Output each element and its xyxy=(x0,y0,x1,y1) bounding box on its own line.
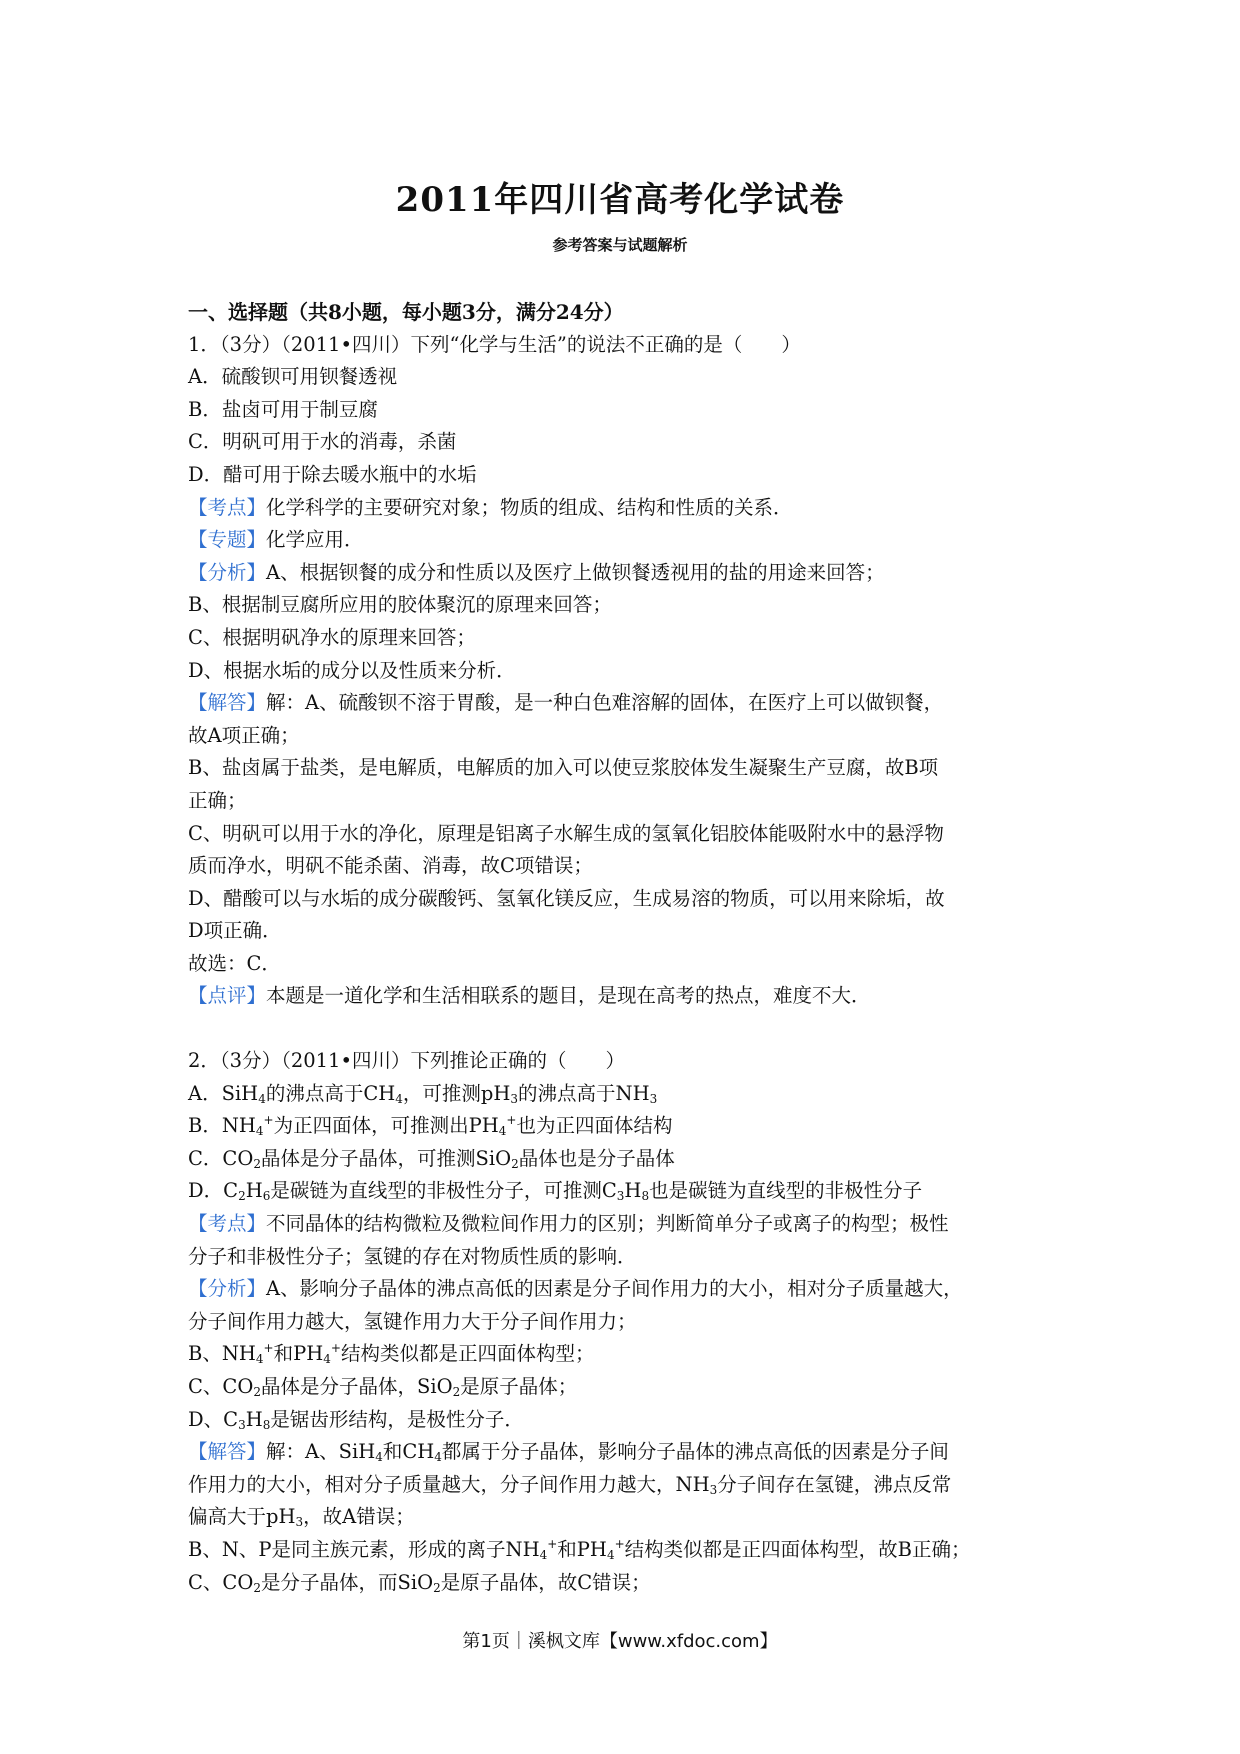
document-subtitle: 参考答案与试题解析 xyxy=(552,236,688,254)
q2-fenxi-line: C、$CO_2$晶体是分子晶体，SiO$_2$是原子晶体； xyxy=(188,1375,578,1399)
q2-jieda-line: 作用力的大小，相对分子质量越大，分子间作用力越大，$NH_3$分子间存在氢键，沸点反常 xyxy=(188,1472,952,1497)
q2-fenxi-line: D、$C_3H_8$是锯齿形结构，是极性分子． xyxy=(188,1407,524,1432)
q2-jieda-line: 偏高大于$pH_3$，故A错误； xyxy=(188,1505,415,1530)
tag-jieda: 【解答】 xyxy=(188,691,267,715)
q2-jieda: 【解答】解：A、SiH$_4$和$CH_4$都属于分子晶体，影响分子晶体的沸点高低的因素是分子间 xyxy=(188,1440,949,1465)
tag-kaodian: 【考点】 xyxy=(188,1212,267,1236)
q1-stem: 1．（3分）（2011•四川）下列“化学与生活”的说法不正确的是（ ） xyxy=(188,332,801,356)
q2-fenxi: 【分析】A、影响分子晶体的沸点高低的因素是分子间作用力的大小，相对分子质量越大， xyxy=(188,1277,963,1301)
q1-fenxi-line: D、根据水垢的成分以及性质来分析． xyxy=(188,658,516,682)
q1-jieda-line: 故A项正确； xyxy=(188,723,300,747)
q2-stem: 2．（3分）（2011•四川）下列推论正确的（ ） xyxy=(188,1049,625,1073)
q1-option-b: B．盐卤可用于制豆腐 xyxy=(188,397,378,421)
q1-jieda-line: 质而净水，明矾不能杀菌、消毒，故C项错误； xyxy=(188,854,593,878)
q1-jieda-line: D、醋酸可以与水垢的成分碳酸钙、氢氧化镁反应，生成易溶的物质，可以用来除垢，故 xyxy=(188,886,945,910)
q1-option-c: C．明矾可用于水的消毒，杀菌 xyxy=(188,430,457,454)
tag-kaodian: 【考点】 xyxy=(188,495,267,519)
tag-jieda: 【解答】 xyxy=(188,1440,267,1464)
q1-kaodian: 【考点】化学科学的主要研究对象；物质的组成、结构和性质的关系． xyxy=(188,495,793,519)
section-heading: 一、选择题（共8小题，每小题3分，满分24分） xyxy=(188,300,624,324)
tag-dianping: 【点评】 xyxy=(188,984,267,1008)
q1-jieda: 【解答】解：A、硫酸钡不溶于胃酸，是一种白色难溶解的固体，在医疗上可以做钡餐， xyxy=(188,691,944,715)
q2-option-b: B．$NH_4^+$为正四面体，可推测出$PH_4^+$也为正四面体结构 xyxy=(188,1113,673,1139)
page-footer: 第1页｜溪枫文库【www.xfdoc.com】 xyxy=(462,1631,778,1652)
tag-zhuanti: 【专题】 xyxy=(188,528,267,552)
question-spacer xyxy=(188,1013,1058,1045)
q1-option-d: D．醋可用于除去暖水瓶中的水垢 xyxy=(188,462,477,486)
tag-fenxi: 【分析】 xyxy=(188,560,267,584)
q1-jieda-line: 正确； xyxy=(188,788,247,812)
q1-fenxi-line: B、根据制豆腐所应用的胶体聚沉的原理来回答； xyxy=(188,593,612,617)
q1-jieda-line: D项正确． xyxy=(188,919,282,943)
q1-option-a: A．硫酸钡可用钡餐透视 xyxy=(188,365,398,389)
q1-jieda-line: C、明矾可以用于水的净化，原理是铝离子水解生成的氢氧化铝胶体能吸附水中的悬浮物 xyxy=(188,821,944,845)
q1-fenxi: 【分析】A、根据钡餐的成分和性质以及医疗上做钡餐透视用的盐的用途来回答； xyxy=(188,560,885,584)
q2-jieda-line: C、$CO_2$是分子晶体，而SiO$_2$是原子晶体，故C错误； xyxy=(188,1570,651,1595)
q1-zhuanti: 【专题】化学应用． xyxy=(188,528,364,552)
q2-option-d: D．$C_2H_6$是碳链为直线型的非极性分子，可推测$C_3H_8$也是碳链为直线型的非极性分子 xyxy=(188,1179,923,1204)
document-title: 2011年四川省高考化学试卷 xyxy=(395,180,845,220)
tag-fenxi: 【分析】 xyxy=(188,1277,267,1301)
q2-option-c: C．$CO_2$晶体是分子晶体，可推测SiO$_2$晶体也是分子晶体 xyxy=(188,1146,675,1171)
q2-kaodian: 【考点】不同晶体的结构微粒及微粒间作用力的区别；判断简单分子或离子的构型；极性 xyxy=(188,1212,949,1236)
q2-jieda-line: B、N、P是同主族元素，形成的离子$NH_4^+$和$PH_4^+$结构类似都是正四面体构型，故B正确； xyxy=(188,1536,971,1562)
document-body xyxy=(188,296,1058,1599)
q1-fenxi-line: C、根据明矾净水的原理来回答； xyxy=(188,625,476,649)
q2-option-a: A．SiH$_4$的沸点高于$CH_4$，可推测$pH_3$的沸点高于$NH_3$ xyxy=(188,1081,658,1106)
q1-dianping: 【点评】本题是一道化学和生活相联系的题目，是现在高考的热点，难度不大． xyxy=(188,984,871,1008)
q2-fenxi-line: B、$NH_4^+$和$PH_4^+$结构类似都是正四面体构型； xyxy=(188,1341,595,1367)
q2-fenxi-line: 分子间作用力越大，氢键作用力大于分子间作用力； xyxy=(188,1309,637,1333)
q2-kaodian-line: 分子和非极性分子；氢键的存在对物质性质的影响． xyxy=(188,1244,637,1268)
q1-jieda-line: B、盐卤属于盐类，是电解质，电解质的加入可以使豆浆胶体发生凝聚生产豆腐，故B项 xyxy=(188,756,939,780)
q1-answer: 故选：C． xyxy=(188,951,281,975)
